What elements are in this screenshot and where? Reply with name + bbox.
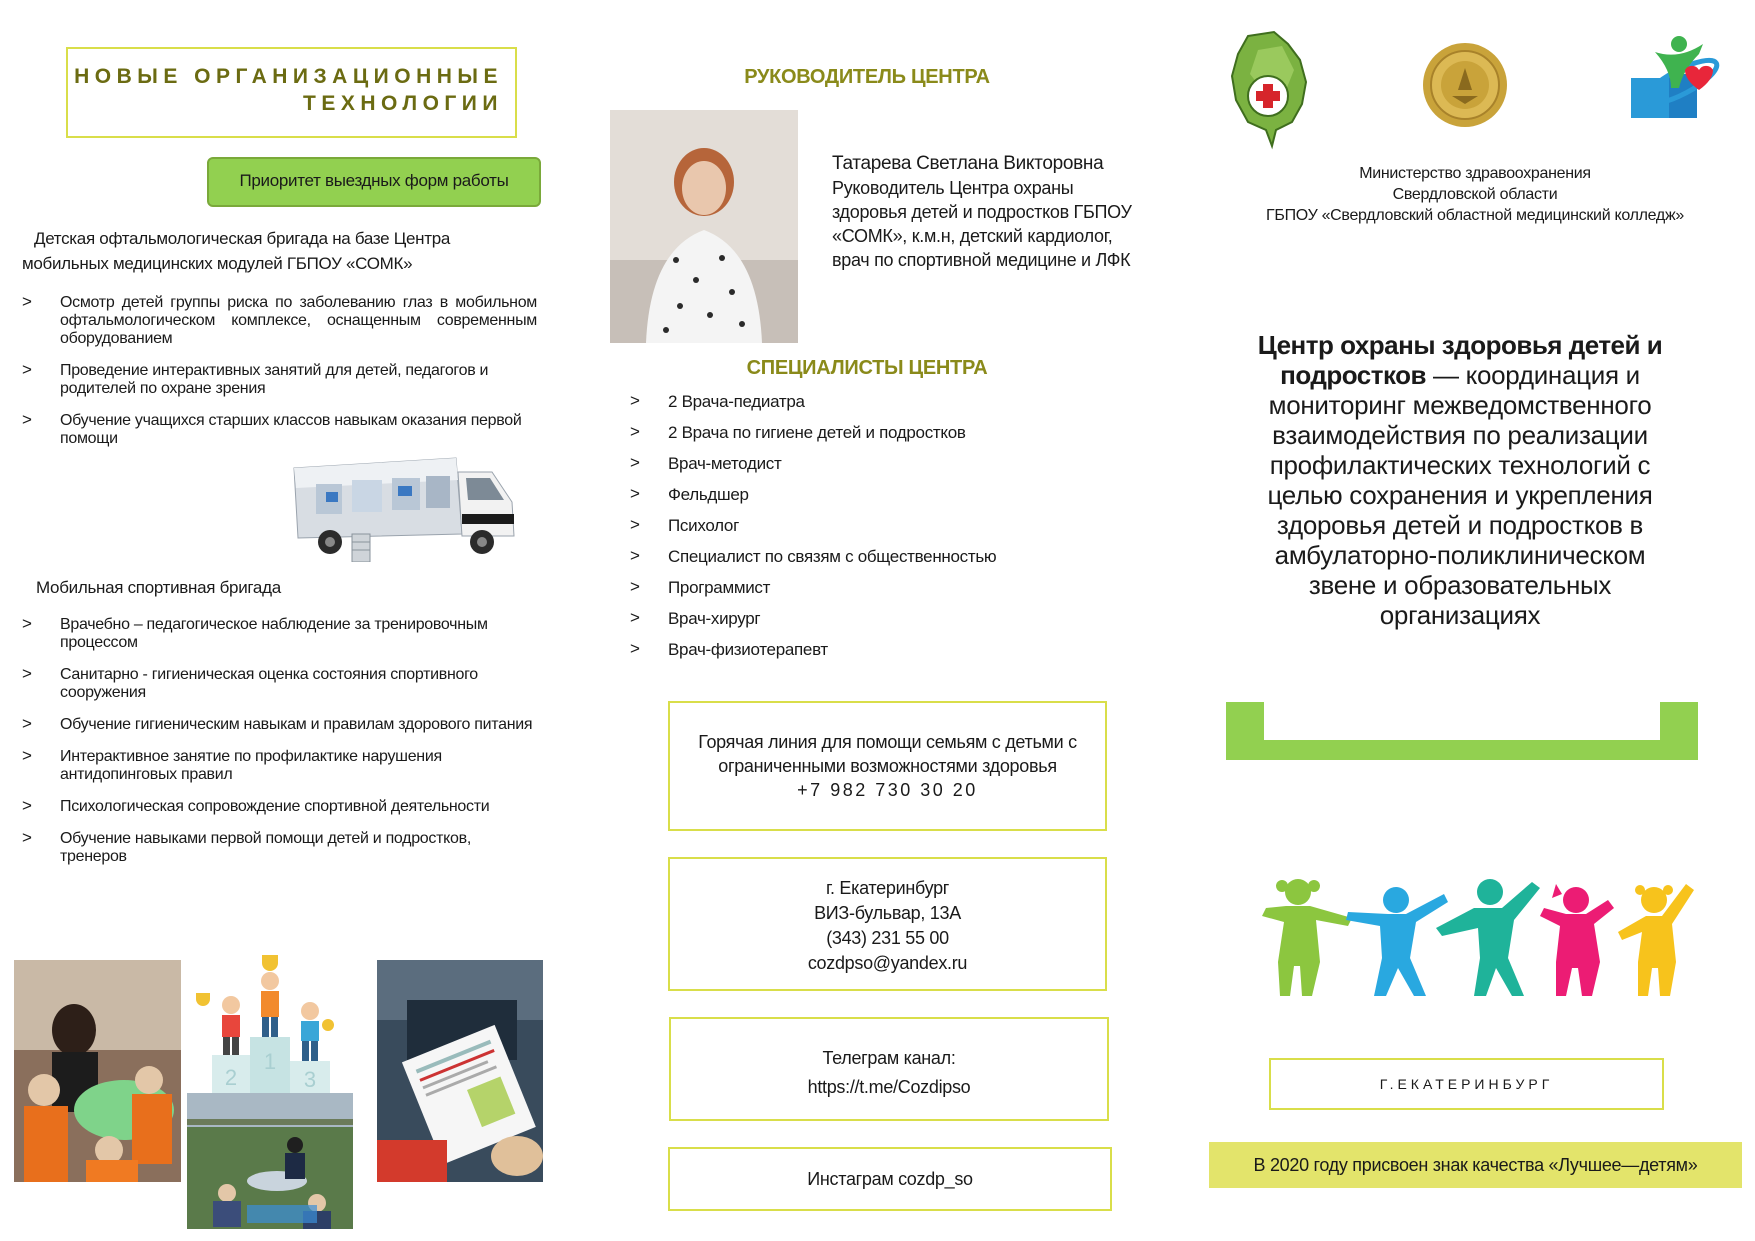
telegram-label: Телеграм канал:: [822, 1048, 956, 1068]
specialists-heading: СПЕЦИАЛИСТЫ ЦЕНТРА: [746, 357, 988, 379]
ministry-line1: Министерство здравоохранения: [1359, 165, 1591, 182]
new-tech-frame: [66, 47, 517, 138]
podium-number-3: 3: [303, 1067, 317, 1092]
address-street: ВИЗ-бульвар, 13А: [814, 903, 961, 923]
hotline-box: [668, 701, 1107, 831]
bullet-arrow-icon: >: [22, 746, 32, 765]
priority-button[interactable]: Приоритет выездных форм работы: [207, 157, 541, 207]
new-tech-title-line1: НОВЫЕ ОРГАНИЗАЦИОННЫЕ: [74, 65, 503, 88]
list-item: > Специалист по связям с общественностью: [630, 546, 997, 566]
instagram-handle[interactable]: Инстаграм cozdp_so: [807, 1169, 973, 1189]
instagram-box: [668, 1147, 1112, 1211]
child-teal: [1436, 879, 1540, 996]
head-name: Татарева Светлана Викторовна: [832, 153, 1104, 174]
telegram-box: [669, 1017, 1109, 1121]
list-item: > 2 Врача по гигиене детей и подростков: [630, 422, 966, 442]
gold-medal-logo: [1420, 40, 1510, 130]
list-item: > Интерактивное занятие по профилактике нарушения антидопинговых правил: [22, 746, 442, 783]
main-title-caps: Центр охраны здоровья детей и подростков: [1257, 330, 1663, 390]
bullet-arrow-icon: >: [630, 515, 640, 534]
bullet-arrow-icon: >: [22, 828, 32, 847]
child-blue: [1346, 887, 1448, 996]
head-section-heading: РУКОВОДИТЕЛЬ ЦЕНТРА: [744, 66, 990, 88]
child-pink: [1540, 884, 1614, 996]
hotline-phone[interactable]: +7 982 730 30 20: [797, 780, 978, 800]
bullet-arrow-icon: >: [630, 422, 640, 441]
bullet-arrow-icon: >: [22, 714, 32, 733]
list-item: > 2 Врача-педиатра: [630, 391, 805, 411]
bullet-arrow-icon: >: [630, 453, 640, 472]
address-box: [668, 857, 1107, 991]
quality-award-banner: В 2020 году присвоен знак качества «Лучшее—детям»: [1209, 1142, 1742, 1188]
list-item: > Осмотр детей группы риска по заболеванию глаз в мобильном офтальмологическом комплексе, оснащенным современным оборудованием: [22, 292, 537, 347]
eye-brigade-list: [22, 294, 537, 462]
children-reading-leaflet-photo: [377, 960, 543, 1182]
head-bio-text: Руководитель Центра охраны здоровья детей и подростков ГБПОУ «СОМК», к.м.н, детский кардиолог, врач по спортивной медицине и ЛФК: [832, 178, 1132, 270]
eye-brigade-heading-line2: мобильных медицинских модулей ГБПОУ «СОМК»: [22, 254, 413, 273]
podium-winners-illustration: [186, 945, 354, 1093]
bullet-arrow-icon: >: [630, 577, 640, 596]
bullet-arrow-icon: >: [630, 639, 640, 658]
list-item: > Обучение навыками первой помощи детей и подростков, тренеров: [22, 828, 471, 865]
hotline-line1: Горячая линия для помощи семьям с детьми с: [698, 732, 1077, 752]
child-green: [1262, 879, 1352, 996]
sport-brigade-heading: Мобильная спортивная бригада: [36, 578, 281, 597]
list-item: > Обучение гигиеническим навыкам и правилам здорового питания: [22, 714, 533, 733]
main-title-rest: — координация и мониторинг межведомственного взаимодействия по реализации профилактических технологий с целью сохранения и укрепления здоровья детей и подростков в амбулаторно-поликлиническом звене и образовательных организациях: [1267, 360, 1653, 630]
bullet-arrow-icon: >: [22, 614, 32, 633]
first-aid-training-photo: [187, 1093, 353, 1229]
list-item: > Врач-физиотерапевт: [630, 639, 828, 659]
telegram-link[interactable]: https://t.me/Cozdipso: [807, 1077, 971, 1097]
child-yellow: [1618, 884, 1694, 996]
head-bio: [832, 152, 1132, 272]
bullet-arrow-icon: >: [630, 546, 640, 565]
bullet-arrow-icon: >: [630, 484, 640, 503]
address-email[interactable]: cozdpso@yandex.ru: [807, 953, 968, 973]
podium-number-2: 2: [224, 1065, 238, 1090]
region-map-logo: [1228, 30, 1310, 152]
bullet-arrow-icon: >: [22, 292, 32, 311]
children-silhouettes: [1256, 878, 1696, 1000]
children-class-photo: [14, 960, 181, 1182]
address-phone[interactable]: (343) 231 55 00: [826, 928, 949, 948]
bullet-arrow-icon: >: [22, 796, 32, 815]
list-item: > Программист: [630, 577, 771, 597]
mobile-clinic-truck: [286, 450, 520, 562]
ministry-block: [1230, 163, 1720, 226]
ministry-line3: ГБПОУ «Свердловский областной медицинский колледж»: [1266, 207, 1684, 224]
main-title: [1240, 330, 1680, 630]
list-item: > Психолог: [630, 515, 739, 535]
new-tech-title-line2: ТЕХНОЛОГИИ: [303, 92, 503, 115]
list-item: > Врач-хирург: [630, 608, 761, 628]
address-city: г. Екатеринбург: [825, 878, 950, 898]
specialists-list: [630, 392, 1100, 671]
bullet-arrow-icon: >: [630, 391, 640, 410]
sport-brigade-list: [22, 616, 537, 880]
list-item: > Психологическая сопровождение спортивной деятельности: [22, 796, 490, 815]
head-portrait-photo: [610, 110, 798, 343]
bullet-arrow-icon: >: [22, 360, 32, 379]
ministry-line2: Свердловской области: [1392, 186, 1558, 203]
eye-brigade-heading-line1: Детская офтальмологическая бригада на базе Центра: [34, 229, 451, 248]
city-label: Г.ЕКАТЕРИНБУРГ: [1269, 1058, 1664, 1110]
list-item: > Проведение интерактивных занятий для детей, педагогов и родителей по охране зрения: [22, 360, 489, 397]
health-center-logo: [1625, 30, 1721, 126]
bullet-arrow-icon: >: [630, 608, 640, 627]
list-item: > Врач-методист: [630, 453, 782, 473]
list-item: > Врачебно – педагогическое наблюдение за тренировочным процессом: [22, 614, 488, 651]
list-item: > Обучение учащихся старших классов навыкам оказания первой помощи: [22, 410, 522, 447]
title-bracket-bottom: [1226, 740, 1698, 760]
bullet-arrow-icon: >: [22, 664, 32, 683]
list-item: > Санитарно - гигиеническая оценка состояния спортивного сооружения: [22, 664, 478, 701]
hotline-line2: ограниченными возможностями здоровья: [718, 756, 1057, 776]
list-item: > Фельдшер: [630, 484, 749, 504]
podium-number-1: 1: [263, 1049, 277, 1074]
bullet-arrow-icon: >: [22, 410, 32, 429]
eye-brigade-heading: [22, 226, 542, 276]
